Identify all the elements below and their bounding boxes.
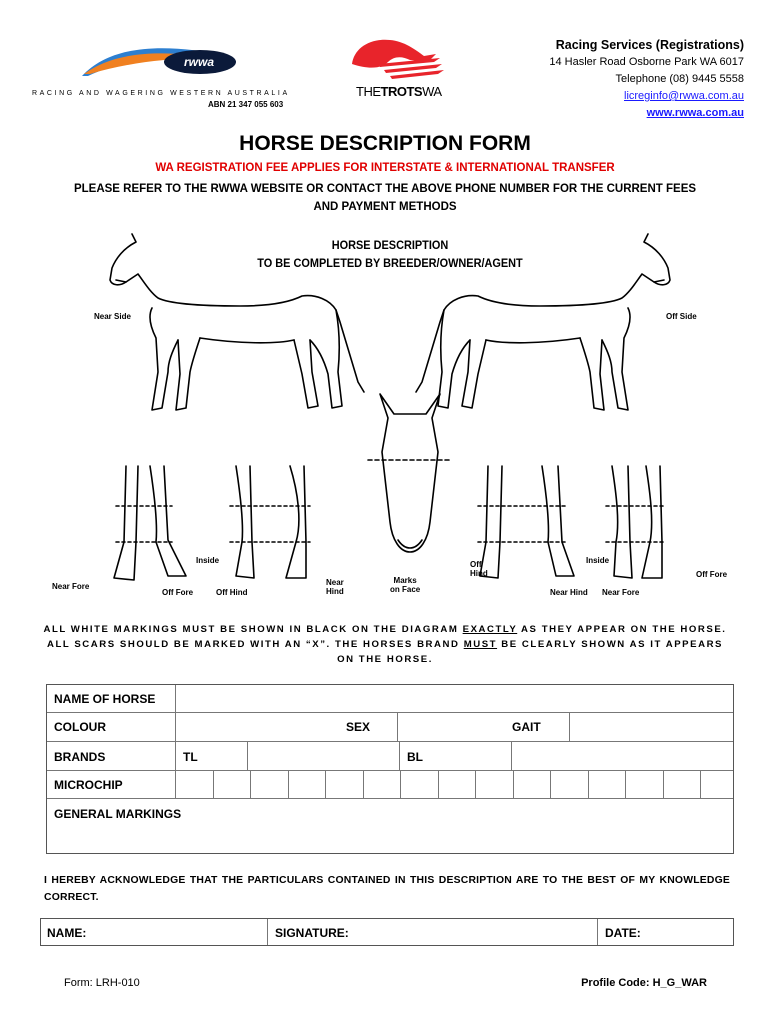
marking-instructions [40,622,730,667]
diagram-title: HORSE DESCRIPTION [331,240,449,252]
face-outline [368,394,452,552]
trots-wordmark-the: THE [356,84,381,99]
label-marks-on-face-line2: on Face [390,585,421,594]
label-bl: BL [407,750,423,764]
horse-details-form [46,684,734,854]
label-near-side: Near Side [94,312,131,321]
row-microchip [47,771,733,799]
label-inside-left: Inside [196,556,220,565]
label-signature: SIGNATURE: [275,926,349,940]
gait-label-cell [505,713,569,741]
rwwa-abn: ABN 21 347 055 603 [208,100,284,109]
label-off-side: Off Side [666,312,697,321]
signature-field[interactable] [267,919,597,945]
instructions-exactly: EXACTLY [462,624,518,635]
microchip-digit-3[interactable] [250,771,288,798]
label-general-markings: GENERAL MARKINGS [54,807,182,821]
signature-row [40,918,734,946]
contact-email-link[interactable]: licreginfo@rwwa.com.au [624,90,744,102]
gait-field[interactable] [569,713,733,741]
form-code: Form: LRH-010 [64,977,140,989]
microchip-digit-7[interactable] [400,771,438,798]
label-tl: TL [183,750,198,764]
microchip-digit-4[interactable] [288,771,325,798]
trots-wa-logo [344,34,444,82]
label-near-hind-left-line1: Near [326,578,344,587]
label-sex: SEX [346,720,371,734]
microchip-digit-6[interactable] [363,771,400,798]
sex-field[interactable] [397,713,505,741]
microchip-digit-15[interactable] [700,771,733,798]
microchip-digit-10[interactable] [513,771,550,798]
horse-diagram-drawing [40,222,740,612]
microchip-digit-11[interactable] [550,771,588,798]
brands-tl-field[interactable] [247,742,399,770]
label-marks-on-face-line1: Marks [393,576,417,585]
label-inside-right: Inside [586,556,610,565]
label-date: DATE: [605,926,641,940]
label-off-fore-left: Off Fore [162,588,194,597]
label-near-hind-right: Near Hind [550,588,588,597]
label-near-hind-left-line2: Hind [326,587,344,596]
row-colour-sex-gait [47,713,733,742]
fees-reference-notice: PLEASE REFER TO THE RWWA WEBSITE OR CONTACT THE ABOVE PHONE NUMBER FOR THE CURRENT FEES AND PAYMENT METHODS [73,183,697,213]
label-near-hind-left [326,578,344,596]
microchip-digit-12[interactable] [588,771,625,798]
name-of-horse-field[interactable] [175,685,733,712]
label-off-hind-left: Off Hind [216,588,248,597]
label-off-hind-right [470,560,488,578]
row-brands [47,742,733,771]
general-markings-field[interactable] [47,799,733,853]
instructions-part1: ALL WHITE MARKINGS MUST BE SHOWN IN BLACK ON THE DIAGRAM [43,624,463,635]
contact-website-link[interactable]: www.rwwa.com.au [646,107,744,119]
microchip-digit-8[interactable] [438,771,475,798]
brands-bl-field[interactable] [511,742,733,770]
label-brands: BRANDS [54,750,106,764]
microchip-digit-2[interactable] [213,771,250,798]
label-near-fore: Near Fore [52,582,90,591]
name-field[interactable] [41,919,267,945]
profile-code: Profile Code: H_G_WAR [581,977,707,989]
label-colour: COLOUR [54,720,106,734]
label-microchip: MICROCHIP [54,778,123,792]
page-title: HORSE DESCRIPTION FORM [239,132,531,155]
date-field[interactable] [597,919,733,945]
label-name-of-horse: NAME OF HORSE [54,692,156,706]
instructions-part3: BE CLEARLY SHOWN AS IT APPEARS ON THE HORSE. [337,639,723,665]
microchip-digit-13[interactable] [625,771,663,798]
row-name-of-horse [47,685,733,713]
colour-field[interactable] [175,713,339,741]
trots-wa-wordmark [356,84,442,99]
label-near-fore-right: Near Fore [602,588,640,597]
horse-diagram [40,222,740,612]
rwwa-tagline: RACING AND WAGERING WESTERN AUSTRALIA [32,90,290,97]
microchip-digit-5[interactable] [325,771,363,798]
trots-wordmark-wa: WA [422,84,442,99]
label-name: NAME: [47,926,87,940]
label-off-hind-right-line1: Off [470,560,482,569]
diagram-subtitle: TO BE COMPLETED BY BREEDER/OWNER/AGENT [257,258,523,270]
contact-telephone: Telephone (08) 9445 5558 [615,73,744,85]
label-off-hind-right-line2: Hind [470,569,488,578]
instructions-must: MUST [463,639,498,650]
trots-wordmark-trots: TROTS [380,84,423,99]
microchip-digit-9[interactable] [475,771,513,798]
rwwa-logo-text: rwwa [184,55,215,69]
label-marks-on-face [390,576,420,594]
registration-fee-notice: WA REGISTRATION FEE APPLIES FOR INTERSTATE & INTERNATIONAL TRANSFER [155,162,615,174]
contact-address: 14 Hasler Road Osborne Park WA 6017 [549,56,744,68]
label-gait: GAIT [512,720,541,734]
contact-block [549,36,744,122]
microchip-digit-1[interactable] [175,771,213,798]
contact-title: Racing Services (Registrations) [555,38,744,52]
rwwa-logo [80,38,240,82]
instructions-part2: AS THEY APPEAR ON THE HORSE. ALL SCARS SHOULD BE MARKED WITH AN “X”. THE HORSES BRAND [47,624,727,650]
label-off-fore-right: Off Fore [696,570,728,579]
microchip-digit-14[interactable] [663,771,700,798]
acknowledgement-text: I HEREBY ACKNOWLEDGE THAT THE PARTICULARS CONTAINED IN THIS DESCRIPTION ARE TO THE BEST OF MY KNOWLEDGE CORRECT. [44,875,730,903]
legs-right-group [478,466,666,578]
